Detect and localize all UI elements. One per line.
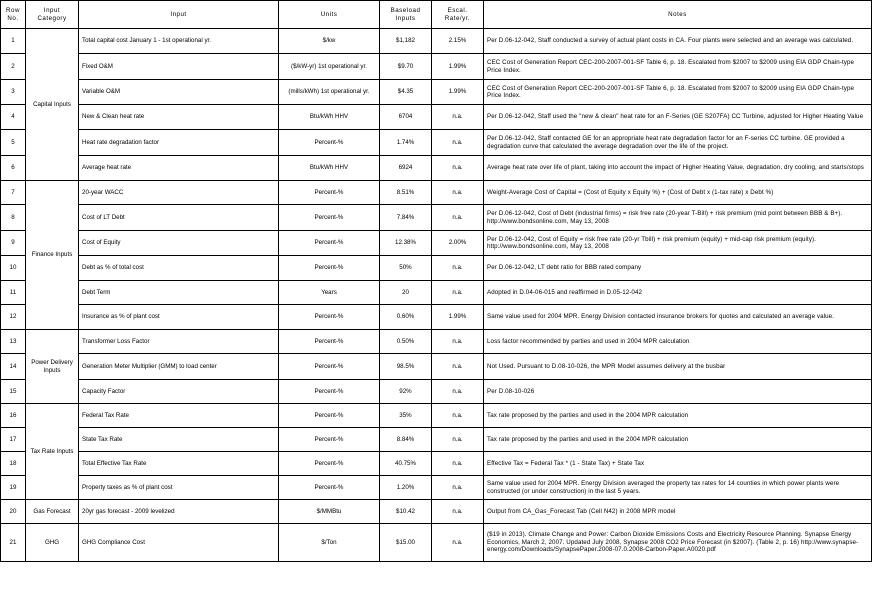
notes-cell: Adopted in D.04-06-015 and reaffirmed in D.05-12-042 — [484, 281, 872, 305]
notes-cell: Weight-Average Cost of Capital = (Cost of Equity x Equity %) + (Cost of Debt x (1-tax rate) x Debt %) — [484, 181, 872, 205]
row-no-cell: 9 — [1, 231, 26, 256]
baseload-value-cell: $9.70 — [380, 54, 432, 80]
row-no-cell: 5 — [1, 130, 26, 156]
table-row — [1, 476, 872, 500]
row-no-cell: 11 — [1, 281, 26, 305]
baseload-value-cell: 1.74% — [380, 130, 432, 156]
input-name-cell: Federal Tax Rate — [79, 404, 279, 428]
category-cell: Capital Inputs — [26, 29, 79, 181]
baseload-value-cell: 35% — [380, 404, 432, 428]
table-row — [1, 305, 872, 330]
row-no-cell: 13 — [1, 330, 26, 354]
baseload-value-cell: 0.50% — [380, 330, 432, 354]
notes-cell: ($19 in 2013). Climate Change and Power: Carbon Dioxide Emissions Costs and Electricity Resource Planning. Synapse Energy Economics, March 2, 2007. Updated July 2008, Synapse 2008 CO2 Price Forecast (in $2007). (Table 2, p. 16) http://www.synapse-energy.com/Downloads/SynapsePaper.2008-07.0.2008-Carbon-Paper.A0020.pdf — [484, 524, 872, 562]
units-cell: Percent-% — [279, 354, 380, 380]
table-row — [1, 156, 872, 181]
units-cell: Years — [279, 281, 380, 305]
input-name-cell: Insurance as % of plant cost — [79, 305, 279, 330]
escalation-rate-cell: 2.00% — [432, 231, 484, 256]
row-no-cell: 18 — [1, 452, 26, 476]
units-cell: Percent-% — [279, 428, 380, 452]
notes-cell: Per D.08-10-026 — [484, 380, 872, 404]
escalation-rate-cell: 1.99% — [432, 54, 484, 80]
units-cell: ($/kW-yr) 1st operational yr. — [279, 54, 380, 80]
baseload-value-cell: 1.20% — [380, 476, 432, 500]
row-no-cell: 14 — [1, 354, 26, 380]
row-no-cell: 10 — [1, 256, 26, 281]
escalation-rate-cell: 1.99% — [432, 305, 484, 330]
table-row — [1, 205, 872, 231]
input-name-cell: Generation Meter Multiplier (GMM) to load center — [79, 354, 279, 380]
input-name-cell: Total capital cost January 1 - 1st operational yr. — [79, 29, 279, 54]
baseload-value-cell: 40.75% — [380, 452, 432, 476]
baseload-value-cell: 7.84% — [380, 205, 432, 231]
table-body — [1, 29, 872, 562]
table-row — [1, 404, 872, 428]
baseload-value-cell: 50% — [380, 256, 432, 281]
notes-cell: Same value used for 2004 MPR. Energy Division contacted insurance brokers for quotes and calculated an average value. — [484, 305, 872, 330]
header-escal: Escal. Rate/yr. — [432, 1, 484, 29]
escalation-rate-cell: n.a. — [432, 105, 484, 130]
table-row — [1, 330, 872, 354]
input-name-cell: 20yr gas forecast - 2009 levelized — [79, 500, 279, 524]
row-no-cell: 16 — [1, 404, 26, 428]
input-name-cell: Debt Term — [79, 281, 279, 305]
row-no-cell: 3 — [1, 80, 26, 105]
table-row — [1, 105, 872, 130]
notes-cell: Tax rate proposed by the parties and used in the 2004 MPR calculation — [484, 428, 872, 452]
table-row — [1, 130, 872, 156]
units-cell: Percent-% — [279, 305, 380, 330]
row-no-cell: 8 — [1, 205, 26, 231]
category-cell: GHG — [26, 524, 79, 562]
table-row — [1, 231, 872, 256]
notes-cell: Same value used for 2004 MPR. Energy Division averaged the property tax rates for 14 counties in which power plants were constructed (or under construction) in the last 5 years. — [484, 476, 872, 500]
category-cell: Finance Inputs — [26, 181, 79, 330]
table-row — [1, 452, 872, 476]
escalation-rate-cell: n.a. — [432, 476, 484, 500]
notes-cell: CEC Cost of Generation Report CEC-200-2007-001-SF Table 6, p. 18. Escalated from $2007 to $2009 using EIA GDP Chain-type Price Index. — [484, 80, 872, 105]
baseload-value-cell: 6704 — [380, 105, 432, 130]
row-no-cell: 17 — [1, 428, 26, 452]
input-name-cell: Transformer Loss Factor — [79, 330, 279, 354]
escalation-rate-cell: n.a. — [432, 156, 484, 181]
notes-cell: Per D.06-12-042, Cost of Equity = risk free rate (20-yr Tbill) + risk premium (equity) + mid-cap risk premium (equity). http://www.bondsonline.com, May 13, 2008 — [484, 231, 872, 256]
baseload-value-cell: 12.38% — [380, 231, 432, 256]
input-name-cell: State Tax Rate — [79, 428, 279, 452]
units-cell: Percent-% — [279, 181, 380, 205]
baseload-value-cell: $4.35 — [380, 80, 432, 105]
input-name-cell: Cost of LT Debt — [79, 205, 279, 231]
notes-cell: Per D.06-12-042, Staff conducted a survey of actual plant costs in CA. Four plants were selected and an average was calculated. — [484, 29, 872, 54]
escalation-rate-cell: n.a. — [432, 205, 484, 231]
notes-cell: Loss factor recommended by parties and used in 2004 MPR calculation — [484, 330, 872, 354]
escalation-rate-cell: n.a. — [432, 524, 484, 562]
baseload-value-cell: $15.00 — [380, 524, 432, 562]
units-cell: (mills/kWh) 1st operational yr. — [279, 80, 380, 105]
row-no-cell: 1 — [1, 29, 26, 54]
input-name-cell: New & Clean heat rate — [79, 105, 279, 130]
header-baseload: Baseload Inputs — [380, 1, 432, 29]
baseload-value-cell: 92% — [380, 380, 432, 404]
notes-cell: Per D.06-12-042, LT debt ratio for BBB rated company — [484, 256, 872, 281]
escalation-rate-cell: n.a. — [432, 500, 484, 524]
units-cell: Percent-% — [279, 452, 380, 476]
units-cell: Percent-% — [279, 330, 380, 354]
table-row — [1, 181, 872, 205]
input-name-cell: Variable O&M — [79, 80, 279, 105]
baseload-value-cell: 8.84% — [380, 428, 432, 452]
units-cell: Btu/kWh HHV — [279, 156, 380, 181]
header-units: Units — [279, 1, 380, 29]
table-row — [1, 80, 872, 105]
row-no-cell: 19 — [1, 476, 26, 500]
notes-cell: Output from CA_Gas_Forecast Tab (Cell N42) in 2008 MPR model — [484, 500, 872, 524]
row-no-cell: 6 — [1, 156, 26, 181]
escalation-rate-cell: n.a. — [432, 330, 484, 354]
header-row-no: Row No. — [1, 1, 26, 29]
notes-cell: CEC Cost of Generation Report CEC-200-2007-001-SF Table 6, p. 18. Escalated from $2007 to $2009 using EIA GDP Chain-type Price Index. — [484, 54, 872, 80]
escalation-rate-cell: n.a. — [432, 181, 484, 205]
escalation-rate-cell: n.a. — [432, 281, 484, 305]
input-name-cell: Cost of Equity — [79, 231, 279, 256]
baseload-value-cell: $10.42 — [380, 500, 432, 524]
category-cell: Tax Rate Inputs — [26, 404, 79, 500]
row-no-cell: 20 — [1, 500, 26, 524]
table-row — [1, 380, 872, 404]
table-row — [1, 500, 872, 524]
input-name-cell: 20-year WACC — [79, 181, 279, 205]
units-cell: Percent-% — [279, 130, 380, 156]
table-row — [1, 524, 872, 562]
units-cell: Percent-% — [279, 404, 380, 428]
units-cell: Percent-% — [279, 256, 380, 281]
notes-cell: Per D.06-12-042, Staff contacted GE for an appropriate heat rate degradation factor for an F-series CC turbine. GE provided a degradation curve that calculated the average degradation over the life of the project. — [484, 130, 872, 156]
escalation-rate-cell: 1.99% — [432, 80, 484, 105]
notes-cell: Average heat rate over life of plant, taking into account the impact of Higher Heating Value, degradation, dry cooling, and starts/stops — [484, 156, 872, 181]
category-cell: Power Delivery Inputs — [26, 330, 79, 404]
row-no-cell: 2 — [1, 54, 26, 80]
input-name-cell: Property taxes as % of plant cost — [79, 476, 279, 500]
escalation-rate-cell: n.a. — [432, 452, 484, 476]
header-notes: Notes — [484, 1, 872, 29]
baseload-value-cell: 8.51% — [380, 181, 432, 205]
table-row — [1, 281, 872, 305]
input-name-cell: Total Effective Tax Rate — [79, 452, 279, 476]
notes-cell: Per D.06-12-042, Cost of Debt (industrial firms) = risk free rate (20-year T-Bill) + risk premium (mid point between BBB & B+). http://www.bondsonline.com, May 13, 2008 — [484, 205, 872, 231]
notes-cell: Effective Tax = Federal Tax * (1 - State Tax) + State Tax — [484, 452, 872, 476]
input-name-cell: Capacity Factor — [79, 380, 279, 404]
input-name-cell: Heat rate degradation factor — [79, 130, 279, 156]
escalation-rate-cell: n.a. — [432, 130, 484, 156]
escalation-rate-cell: n.a. — [432, 354, 484, 380]
input-name-cell: GHG Compliance Cost — [79, 524, 279, 562]
units-cell: $/MMBtu — [279, 500, 380, 524]
baseload-value-cell: 98.5% — [380, 354, 432, 380]
baseload-value-cell: 20 — [380, 281, 432, 305]
escalation-rate-cell: n.a. — [432, 428, 484, 452]
input-name-cell: Debt as % of total cost — [79, 256, 279, 281]
input-name-cell: Average heat rate — [79, 156, 279, 181]
row-no-cell: 15 — [1, 380, 26, 404]
notes-cell: Not Used. Pursuant to D.08-10-026, the MPR Model assumes delivery at the busbar — [484, 354, 872, 380]
row-no-cell: 7 — [1, 181, 26, 205]
notes-cell: Per D.06-12-042, Staff used the "new & clean" heat rate for an F-Series (GE S207FA) CC Turbine, adjusted for Higher Heating Value — [484, 105, 872, 130]
escalation-rate-cell: 2.15% — [432, 29, 484, 54]
row-no-cell: 12 — [1, 305, 26, 330]
units-cell: Percent-% — [279, 476, 380, 500]
notes-cell: Tax rate proposed by the parties and used in the 2004 MPR calculation — [484, 404, 872, 428]
header-input: Input — [79, 1, 279, 29]
baseload-value-cell: $1,182 — [380, 29, 432, 54]
header-row — [1, 1, 872, 29]
baseload-value-cell: 6924 — [380, 156, 432, 181]
table-row — [1, 354, 872, 380]
row-no-cell: 4 — [1, 105, 26, 130]
input-name-cell: Fixed O&M — [79, 54, 279, 80]
category-cell: Gas Forecast — [26, 500, 79, 524]
table-row — [1, 256, 872, 281]
escalation-rate-cell: n.a. — [432, 380, 484, 404]
table-row — [1, 29, 872, 54]
header-category: Input Category — [26, 1, 79, 29]
table-row — [1, 54, 872, 80]
units-cell: Percent-% — [279, 205, 380, 231]
escalation-rate-cell: n.a. — [432, 256, 484, 281]
units-cell: Percent-% — [279, 380, 380, 404]
baseload-value-cell: 0.60% — [380, 305, 432, 330]
escalation-rate-cell: n.a. — [432, 404, 484, 428]
units-cell: $/kw — [279, 29, 380, 54]
units-cell: Btu/kWh HHV — [279, 105, 380, 130]
row-no-cell: 21 — [1, 524, 26, 562]
units-cell: $/Ton — [279, 524, 380, 562]
units-cell: Percent-% — [279, 231, 380, 256]
table-row — [1, 428, 872, 452]
